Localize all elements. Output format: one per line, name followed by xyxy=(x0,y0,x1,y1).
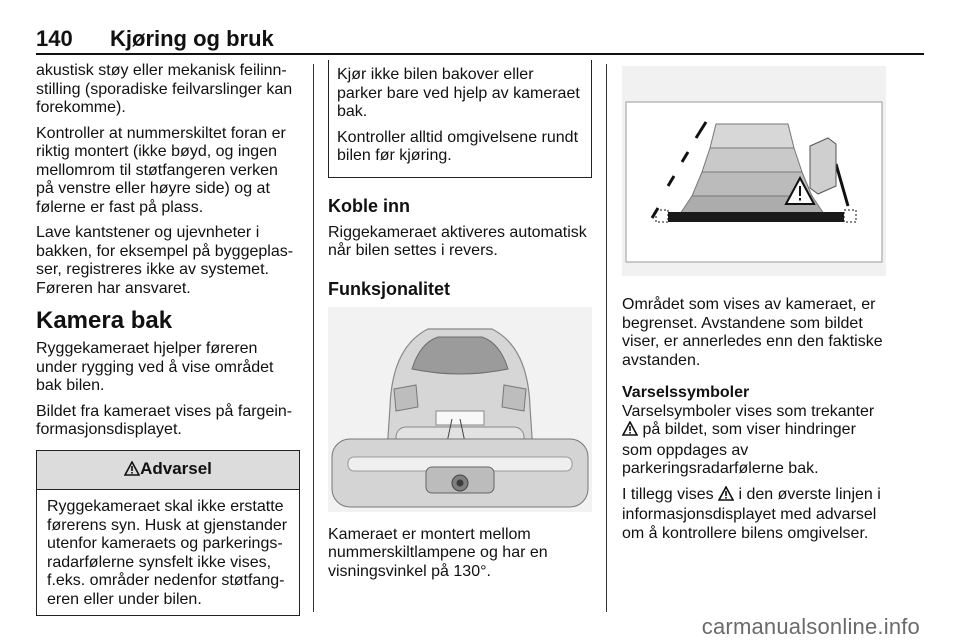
page-number: 140 xyxy=(36,26,73,51)
column-divider-1 xyxy=(313,64,314,612)
paragraph-text: på bildet, som viser hindringer som oppdages av parkeringsradarfølerne bak. xyxy=(622,421,856,477)
paragraph: Riggekameraet aktiveres automatisk når bilen settes i revers. xyxy=(328,223,587,259)
column-2 xyxy=(328,62,592,588)
paragraph: Bildet fra kameraet vises på fargeinformasjonsdisplayet. xyxy=(36,402,293,438)
paragraph xyxy=(622,403,886,479)
chapter-title: Kjøring og bruk xyxy=(110,26,274,51)
page-header xyxy=(0,0,960,60)
paragraph-text: Varselsymboler vises som trekanter xyxy=(622,402,875,420)
warning-title: Advarsel xyxy=(140,458,212,478)
paragraph-text: i den øverste linjen i informasjonsdisplayet med advarsel om å kontrollere bilens omgivelser. xyxy=(622,485,881,542)
paragraph: Kontroller alltid omgivelsene rundt bilen før kjøring. xyxy=(337,128,579,164)
section-heading: Koble inn xyxy=(328,195,410,216)
column-1 xyxy=(36,62,300,616)
header-rule xyxy=(36,53,924,55)
paragraph: akustisk støy eller mekanisk feilinnstilling (sporadiske feilvarslinger kan forekomme). xyxy=(36,62,293,116)
warning-text: Ryggekameraet skal ikke erstatte førerens syn. Husk at gjenstander utenfor kameraets og parkeringsradarfølerne synsfelt ikke vises, f.eks. områder nedenfor støtfangeren eller under bilen. xyxy=(47,498,288,608)
warning-triangle-icon xyxy=(124,461,140,481)
watermark: carmanualsonline.info xyxy=(701,614,920,639)
paragraph: Kjør ikke bilen bakover eller parker bare ved hjelp av kameraet bak. xyxy=(337,66,580,120)
section-heading: Kamera bak xyxy=(36,307,173,334)
warning-box-continued xyxy=(328,60,592,178)
paragraph: Området som vises av kameraet, er begrenset. Avstandene som bildet viser, er annerledes enn den faktiske avstanden. xyxy=(622,296,883,369)
warning-header xyxy=(37,451,299,491)
paragraph: Kontroller at nummerskiltet foran er riktig montert (ikke bøyd, og ingen mellomrom til støtfangeren verken på venstre eller høyre side) og at følerne er fast på plass. xyxy=(36,124,286,216)
section-heading: Funksjonalitet xyxy=(328,278,451,299)
paragraph: Ryggekameraet hjelper føreren under rygging ved å vise området bak bilen. xyxy=(36,340,274,394)
paragraph: Lave kantstener og ujevnheter i bakken, for eksempel på byggeplasser, registreres ikke av systemet. Føreren har ansvaret. xyxy=(36,224,294,297)
column-3 xyxy=(622,62,886,550)
column-divider-2 xyxy=(606,64,607,612)
section-heading: Varselssymboler xyxy=(622,384,750,401)
paragraph: Kameraet er montert mellom nummerskiltlampene og har en visningsvinkel på 130°. xyxy=(328,525,548,580)
paragraph xyxy=(622,486,886,544)
warning-triangle-icon xyxy=(718,486,734,507)
warning-box xyxy=(36,450,300,617)
rear-camera-car-illustration xyxy=(328,307,592,512)
warning-triangle-icon xyxy=(622,421,638,442)
camera-display-illustration xyxy=(622,66,886,276)
paragraph-text: I tillegg vises xyxy=(622,485,714,503)
